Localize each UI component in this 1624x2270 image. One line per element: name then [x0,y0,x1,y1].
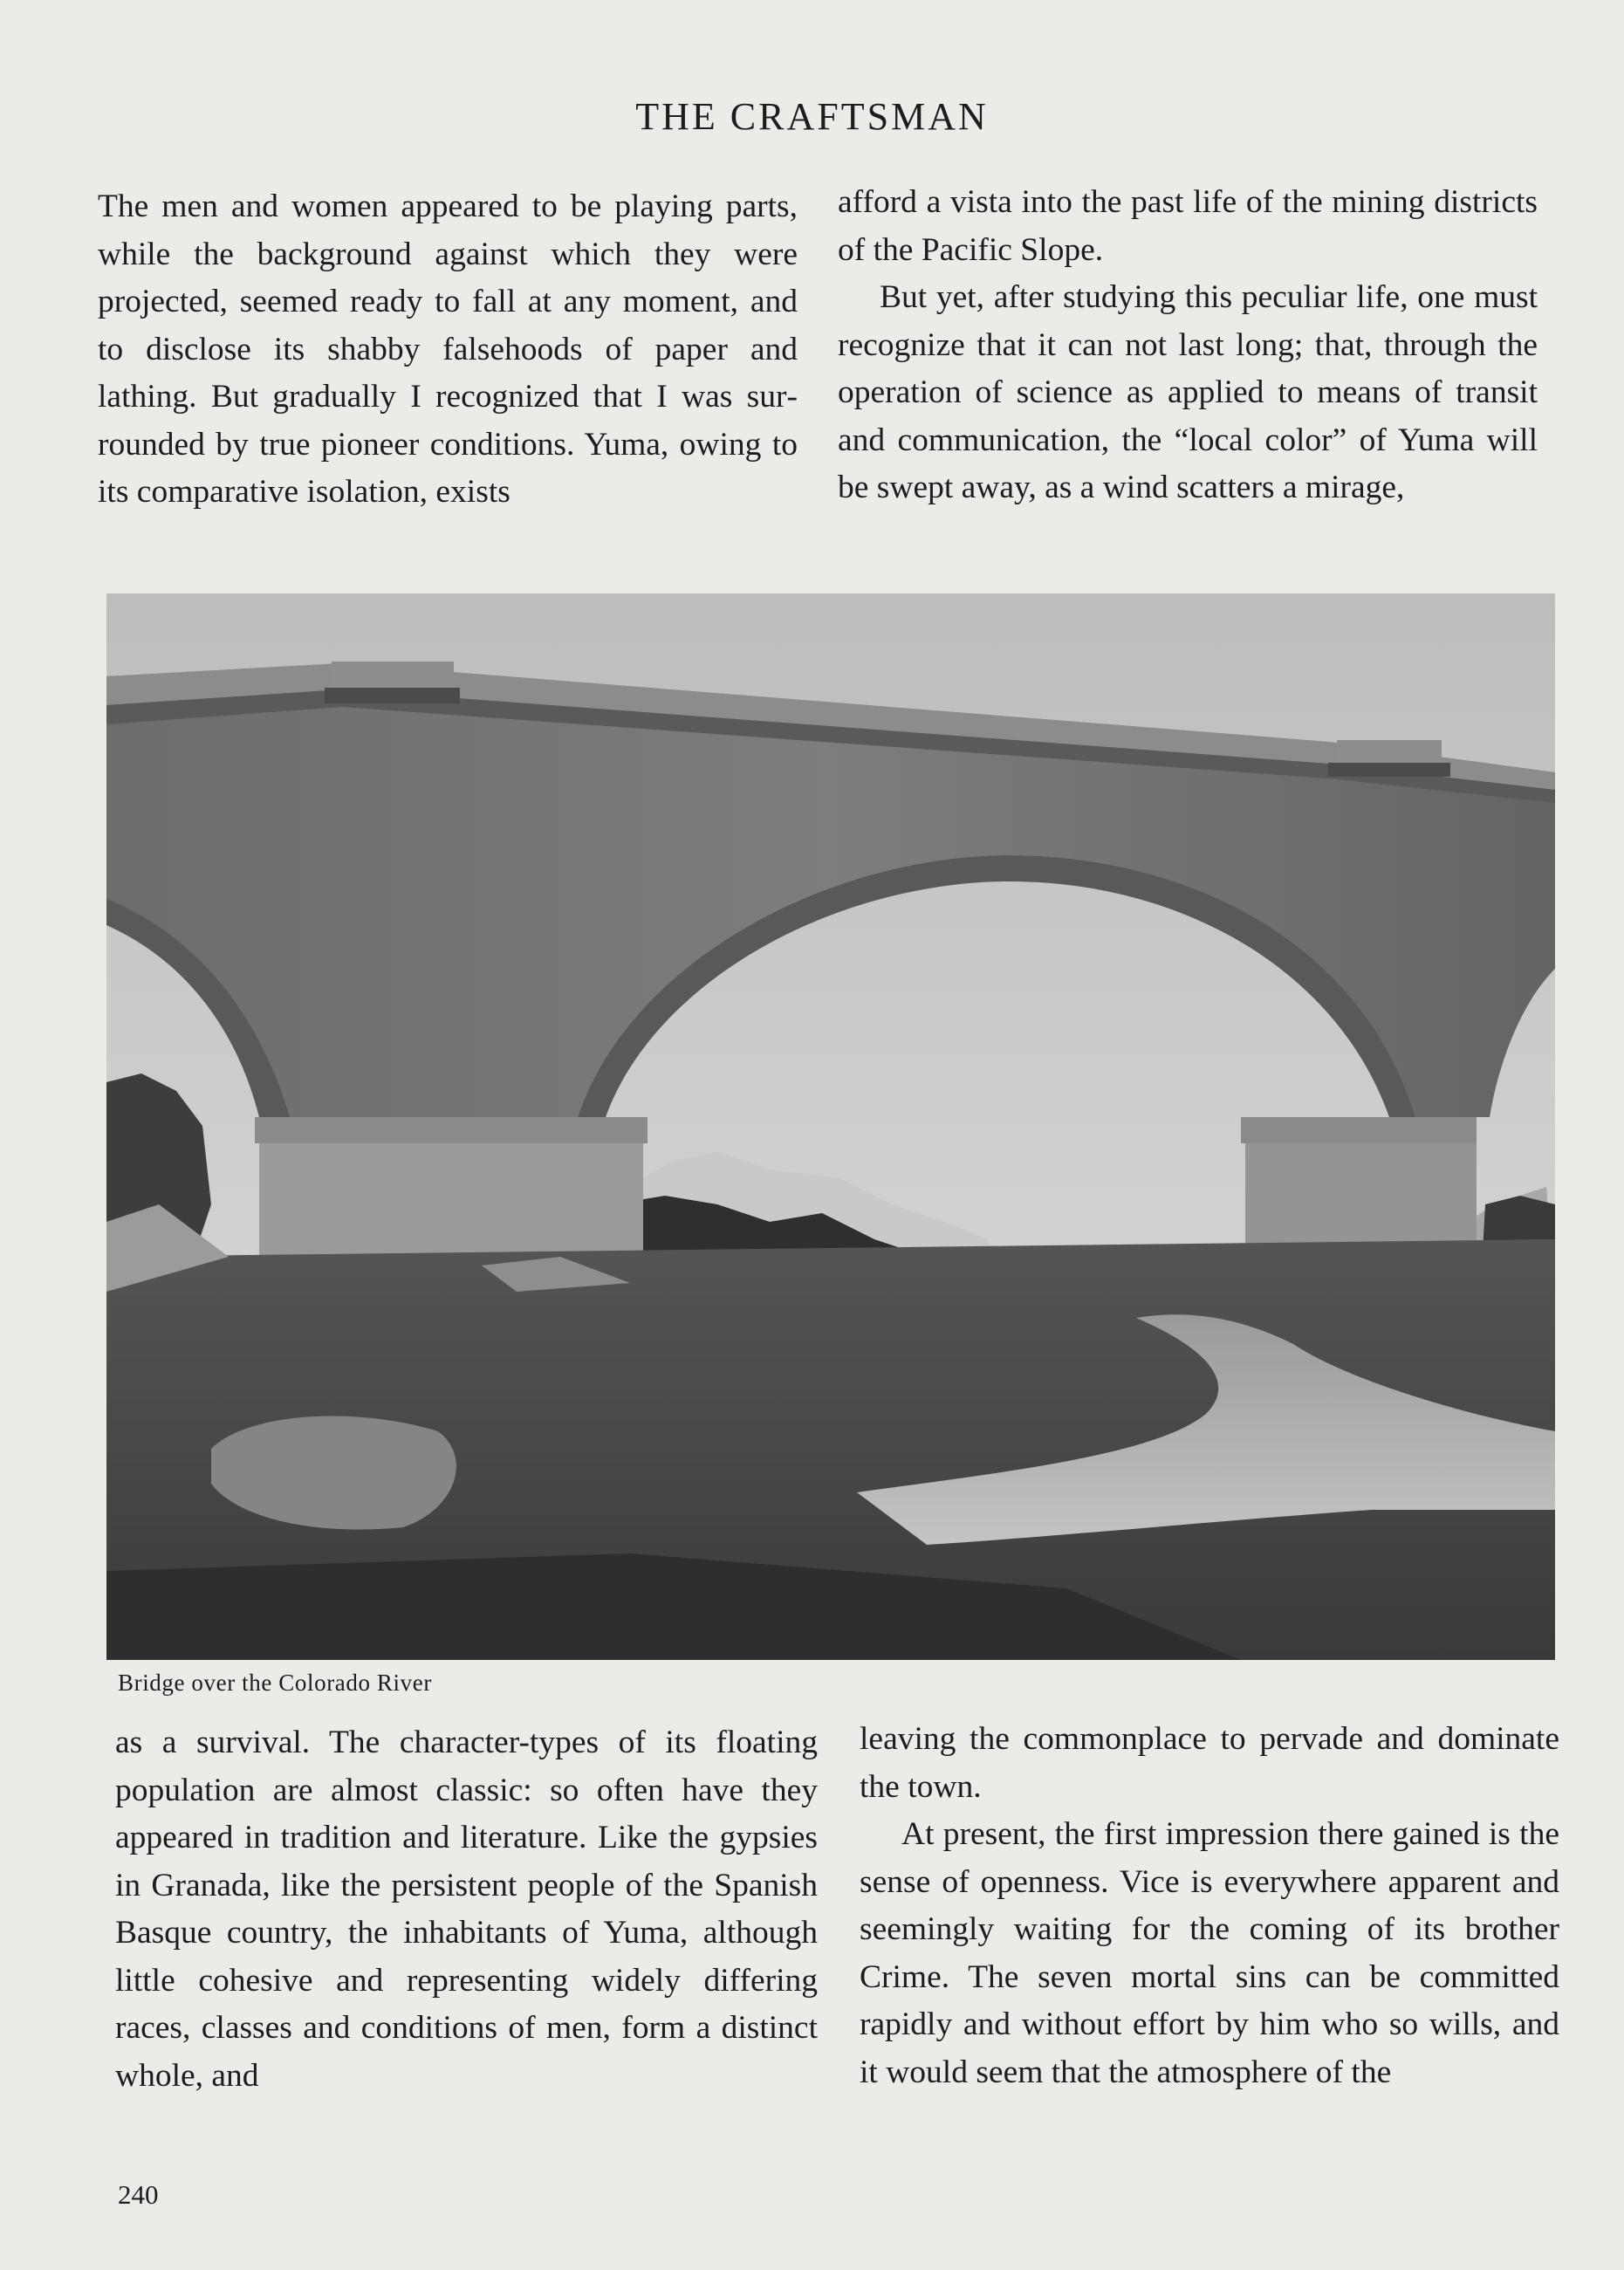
figure-caption: Bridge over the Colorado River [118,1670,432,1696]
paragraph: as a survival. The character-types of its floating population are almost classic: so often have they appeared in tradition and literature. Like the gypsies in Granada, like the persistent people of the Spanish Basque country, the inhabitants of Yuma, although little cohesive and representing widely differing races, classes and conditions of men, form a distinct whole, and [115,1725,818,2094]
paragraph: At present, the first impression there gained is the sense of openness. Vice is everywhere apparent and seemingly waiting for the coming of its brother Crime. The seven mortal sins can be committed rapidly and without effort by him who so wills, and it would seem that the atmosphere of the [860,1816,1559,2090]
column-top-left [98,183,798,517]
page-number: 240 [118,2179,159,2210]
column-top-right [838,179,1538,512]
paragraph: afford a vista into the past life of the mining districts of the Pacific Slope. [838,184,1538,268]
running-head: THE CRAFTSMAN [635,95,989,138]
paragraph: The men and women appeared to be playing parts, while the background against which they were projected, seemed ready to fall at any moment, and to disclose its shabby falsehoods of paper and lathing. But gradually I recognized that I was surrounded by true pioneer conditions. Yuma, owing to its comparative isolation, exists [98,189,798,510]
paragraph: But yet, after studying this peculiar life, one must recognize that it can not last long; that, through the operation of science as applied to means of transit and communication, the “local color” of Yuma will be swept away, as a wind scatters a mirage, [838,279,1538,505]
paragraph: leaving the commonplace to pervade and dominate the town. [860,1721,1559,1805]
bridge-photograph [106,593,1555,1660]
column-bottom-left [115,1719,818,2100]
column-bottom-right [860,1716,1559,2096]
